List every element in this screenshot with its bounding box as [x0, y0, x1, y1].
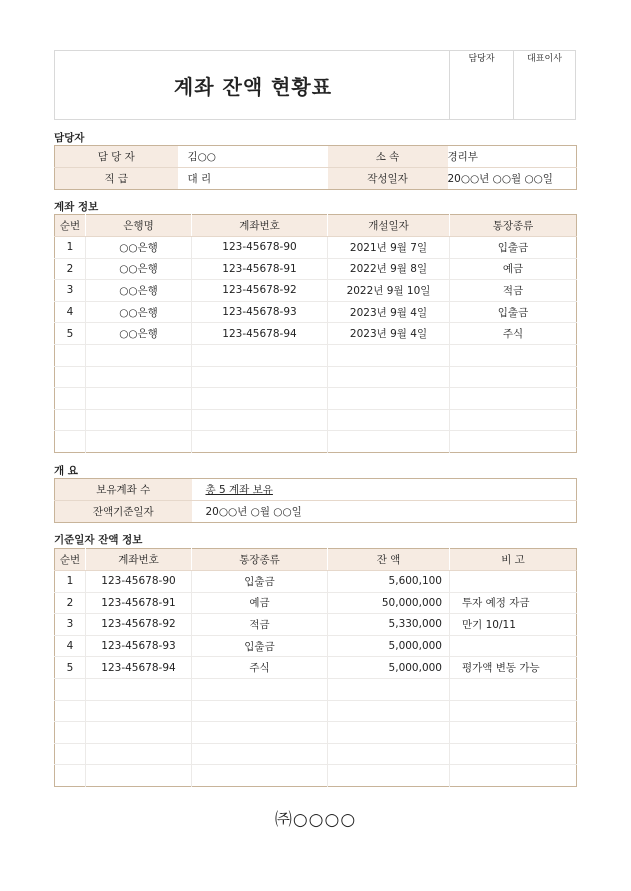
department-label: 소 속: [328, 146, 448, 168]
balance-row: [55, 592, 577, 614]
balance-account-number-cell: 123-45678-94: [86, 657, 192, 679]
balance-note-cell: [450, 678, 577, 700]
manager-name-value: 김○○: [187, 151, 216, 163]
account-type-cell: [450, 409, 577, 431]
open-date-cell: 2023년 9월 4일: [328, 301, 450, 323]
balance-col-number: 계좌번호: [86, 549, 192, 571]
bank-name-cell: ○○은행: [86, 258, 192, 280]
account-type-cell: 입출금: [450, 301, 577, 323]
balance-account-number-cell: [86, 678, 192, 700]
account-type-cell: [450, 431, 577, 453]
balance-no-cell: [55, 678, 86, 700]
account-type-cell: [450, 366, 577, 388]
balance-account-number-cell: 123-45678-92: [86, 614, 192, 636]
open-date-cell: 2022년 9월 10일: [328, 280, 450, 302]
account-number-cell: [192, 388, 328, 410]
written-date-label: 작성일자: [328, 168, 448, 190]
balance-col-type: 통장종류: [192, 549, 328, 571]
balance-note-cell: [450, 700, 577, 722]
account-no-cell: 5: [55, 323, 86, 345]
balance-amount-cell: 5,000,000: [328, 657, 450, 679]
accounts-col-open-date: 개설일자: [328, 215, 450, 237]
account-type-cell: 예금: [450, 258, 577, 280]
account-no-cell: [55, 431, 86, 453]
account-number-cell: 123-45678-93: [192, 301, 328, 323]
account-count-cell: [192, 479, 577, 501]
balance-no-cell: 3: [55, 614, 86, 636]
balance-no-cell: 1: [55, 571, 86, 593]
balance-no-cell: [55, 743, 86, 765]
account-type-cell: [450, 388, 577, 410]
overview-section-heading: 개 요: [54, 465, 78, 477]
account-row: [55, 301, 577, 323]
account-row: [55, 323, 577, 345]
account-no-cell: [55, 366, 86, 388]
overview-table: [54, 478, 577, 523]
open-date-cell: 2023년 9월 4일: [328, 323, 450, 345]
open-date-cell: [328, 409, 450, 431]
account-number-cell: 123-45678-90: [192, 237, 328, 259]
open-date-cell: [328, 388, 450, 410]
manager-info-table: [54, 145, 577, 190]
account-row: [55, 409, 577, 431]
balance-row: [55, 657, 577, 679]
balance-no-cell: 2: [55, 592, 86, 614]
account-number-cell: 123-45678-94: [192, 323, 328, 345]
account-no-cell: 2: [55, 258, 86, 280]
bank-name-cell: [86, 409, 192, 431]
account-row: [55, 280, 577, 302]
balance-col-amount: 잔 액: [328, 549, 450, 571]
balance-note-cell: 평가액 변동 가능: [450, 657, 577, 679]
account-type-cell: [450, 344, 577, 366]
balance-type-cell: [192, 765, 328, 787]
position-label: 직 급: [55, 168, 178, 190]
balance-col-no: 순번: [55, 549, 86, 571]
bank-name-cell: ○○은행: [86, 301, 192, 323]
approval-label-manager: 담당자: [468, 54, 495, 64]
account-type-cell: 적금: [450, 280, 577, 302]
account-no-cell: 4: [55, 301, 86, 323]
balance-account-number-cell: [86, 743, 192, 765]
open-date-cell: [328, 431, 450, 453]
account-count-value: 총 5 계좌 보유: [205, 484, 273, 496]
balance-row: [55, 571, 577, 593]
balance-row: [55, 700, 577, 722]
document-header: [54, 50, 576, 120]
account-row: [55, 344, 577, 366]
account-type-cell: 주식: [450, 323, 577, 345]
balance-amount-cell: [328, 743, 450, 765]
accounts-section-heading: 계좌 정보: [54, 201, 99, 213]
balance-table: [54, 548, 577, 787]
accounts-col-type: 통장종류: [450, 215, 577, 237]
account-type-cell: 입출금: [450, 237, 577, 259]
balance-note-cell: 만기 10/11: [450, 614, 577, 636]
balance-type-cell: [192, 700, 328, 722]
balance-amount-cell: [328, 700, 450, 722]
balance-account-number-cell: [86, 765, 192, 787]
account-count-label: 보유계좌 수: [55, 479, 192, 501]
balance-row: [55, 614, 577, 636]
approval-box-ceo: [513, 51, 575, 119]
accounts-header-row: [55, 215, 577, 237]
balance-note-cell: [450, 571, 577, 593]
manager-section-heading: 담당자: [54, 132, 85, 144]
account-no-cell: 3: [55, 280, 86, 302]
balance-no-cell: [55, 722, 86, 744]
balance-date-value: 20○○년 ○월 ○○일: [205, 506, 302, 518]
open-date-cell: 2022년 9월 8일: [328, 258, 450, 280]
account-row: [55, 366, 577, 388]
manager-name-label: 담 당 자: [55, 146, 178, 168]
bank-name-cell: ○○은행: [86, 323, 192, 345]
balance-amount-cell: [328, 722, 450, 744]
account-row: [55, 388, 577, 410]
account-no-cell: [55, 344, 86, 366]
position-value: 대 리: [187, 173, 212, 185]
account-no-cell: [55, 388, 86, 410]
balance-header-row: [55, 549, 577, 571]
balance-row: [55, 678, 577, 700]
account-no-cell: [55, 409, 86, 431]
balance-account-number-cell: 123-45678-93: [86, 635, 192, 657]
bank-name-cell: ○○은행: [86, 280, 192, 302]
balance-type-cell: [192, 743, 328, 765]
balance-amount-cell: 50,000,000: [328, 592, 450, 614]
balance-note-cell: [450, 765, 577, 787]
account-number-cell: [192, 431, 328, 453]
balance-no-cell: 4: [55, 635, 86, 657]
accounts-col-bank: 은행명: [86, 215, 192, 237]
bank-name-cell: [86, 366, 192, 388]
balance-row: [55, 765, 577, 787]
bank-name-cell: [86, 431, 192, 453]
balance-type-cell: [192, 722, 328, 744]
balance-amount-cell: [328, 678, 450, 700]
balance-account-number-cell: 123-45678-90: [86, 571, 192, 593]
accounts-col-no: 순번: [55, 215, 86, 237]
account-row: [55, 431, 577, 453]
balance-note-cell: [450, 743, 577, 765]
account-number-cell: [192, 409, 328, 431]
company-name: ㈜○○○○: [274, 810, 357, 830]
balance-type-cell: 입출금: [192, 571, 328, 593]
balance-note-cell: [450, 635, 577, 657]
bank-name-cell: [86, 388, 192, 410]
account-number-cell: 123-45678-91: [192, 258, 328, 280]
balance-no-cell: 5: [55, 657, 86, 679]
balance-account-number-cell: [86, 722, 192, 744]
approval-label-ceo: 대표이사: [527, 54, 562, 64]
open-date-cell: [328, 344, 450, 366]
balance-amount-cell: 5,330,000: [328, 614, 450, 636]
balance-note-cell: 투자 예정 자금: [450, 592, 577, 614]
account-number-cell: [192, 366, 328, 388]
account-row: [55, 258, 577, 280]
account-no-cell: 1: [55, 237, 86, 259]
balance-type-cell: 주식: [192, 657, 328, 679]
balance-row: [55, 635, 577, 657]
balance-amount-cell: 5,000,000: [328, 635, 450, 657]
balance-no-cell: [55, 700, 86, 722]
balance-type-cell: [192, 678, 328, 700]
balance-amount-cell: 5,600,100: [328, 571, 450, 593]
account-row: [55, 237, 577, 259]
document-title: 계좌 잔액 현황표: [173, 74, 333, 99]
department-value: 경리부: [447, 151, 478, 163]
written-date-value: 20○○년 ○○월 ○○일: [447, 173, 553, 185]
open-date-cell: 2021년 9월 7일: [328, 237, 450, 259]
balance-type-cell: 적금: [192, 614, 328, 636]
balance-note-cell: [450, 722, 577, 744]
balance-section-heading: 기준일자 잔액 정보: [54, 534, 143, 546]
balance-row: [55, 722, 577, 744]
balance-type-cell: 예금: [192, 592, 328, 614]
accounts-col-number: 계좌번호: [192, 215, 328, 237]
balance-account-number-cell: [86, 700, 192, 722]
approval-box-manager: [449, 51, 513, 119]
balance-type-cell: 입출금: [192, 635, 328, 657]
account-number-cell: 123-45678-92: [192, 280, 328, 302]
bank-name-cell: [86, 344, 192, 366]
balance-col-note: 비 고: [450, 549, 577, 571]
account-number-cell: [192, 344, 328, 366]
bank-name-cell: ○○은행: [86, 237, 192, 259]
balance-amount-cell: [328, 765, 450, 787]
balance-date-label: 잔액기준일자: [55, 501, 192, 523]
open-date-cell: [328, 366, 450, 388]
balance-row: [55, 743, 577, 765]
balance-no-cell: [55, 765, 86, 787]
balance-account-number-cell: 123-45678-91: [86, 592, 192, 614]
accounts-table: [54, 214, 577, 453]
